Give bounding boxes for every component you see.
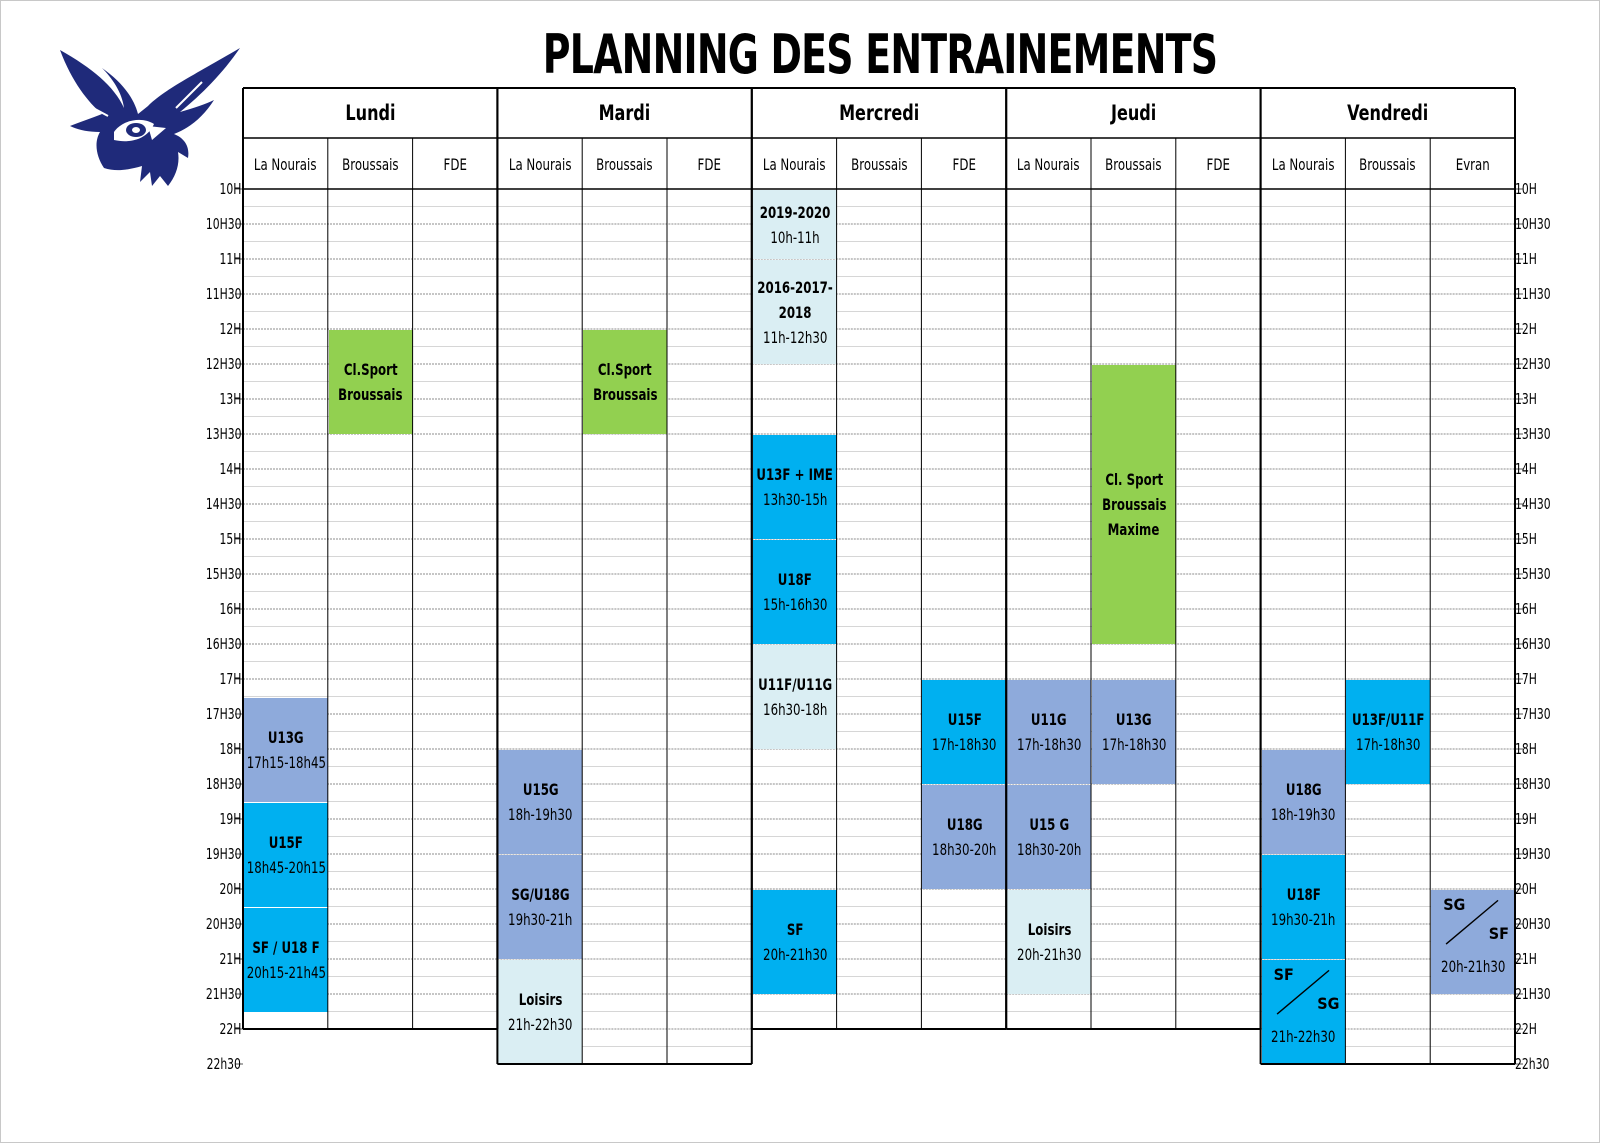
session-title: 2019-2020 <box>759 202 831 222</box>
time-label <box>1515 636 1560 652</box>
session-hours: 13h30-15h <box>762 490 827 509</box>
training-session <box>1007 890 1091 994</box>
training-session <box>498 960 582 1064</box>
time-label <box>1515 321 1542 337</box>
time-label <box>197 356 242 372</box>
time-text: 12H30 <box>205 355 241 373</box>
session-title: 2018 <box>778 302 812 322</box>
time-label <box>1515 1021 1542 1037</box>
training-session <box>753 890 837 994</box>
venue-header <box>582 139 667 190</box>
time-text: 17H <box>1515 670 1537 688</box>
time-text: 12H <box>219 320 241 338</box>
time-label <box>214 811 241 827</box>
session-title: Loisirs <box>518 990 563 1009</box>
time-text: 20H30 <box>1515 915 1551 933</box>
time-text: 15H30 <box>1515 565 1551 583</box>
time-label <box>1515 181 1542 197</box>
venue-label: FDE <box>952 155 976 174</box>
time-label <box>214 741 241 757</box>
time-label <box>214 321 241 337</box>
day-label: Mercredi <box>838 101 920 125</box>
time-text: 21H30 <box>1515 985 1551 1003</box>
time-label <box>1515 216 1560 232</box>
time-label <box>197 776 242 792</box>
session-title: Maxime <box>1108 520 1160 539</box>
time-label <box>1515 1056 1558 1072</box>
session-hours: 17h15-18h45 <box>246 752 326 772</box>
venue-header <box>328 139 413 190</box>
time-label <box>1515 251 1542 267</box>
session-hours: 21h-22h30 <box>508 1015 573 1034</box>
session-title: Cl. Sport <box>1104 470 1163 489</box>
session-title: SF / U18 F <box>252 937 320 957</box>
session-title: U18F <box>777 570 812 589</box>
venue-label: La Nourais <box>1017 155 1080 174</box>
time-text: 10H <box>219 180 241 198</box>
time-text: 17H30 <box>1515 705 1551 723</box>
session-hours: 17h-18h30 <box>932 735 997 754</box>
time-text: 14H <box>1515 460 1537 478</box>
time-label <box>214 881 241 897</box>
time-label <box>197 496 242 512</box>
venue-header <box>667 139 752 190</box>
time-text: 14H30 <box>205 495 241 513</box>
session-title: U13G <box>1116 710 1152 729</box>
session-title: U15F <box>947 710 982 729</box>
session-title: SF <box>786 920 803 939</box>
session-title: U11F/U11G <box>757 675 832 694</box>
time-text: 22h30 <box>206 1055 241 1073</box>
time-text: 13H30 <box>205 425 241 443</box>
time-label <box>1515 356 1560 372</box>
session-hours: 11h-12h30 <box>762 327 827 347</box>
group-first: SF <box>1273 965 1294 984</box>
time-text: 21H30 <box>205 985 241 1003</box>
time-label <box>197 916 242 932</box>
shared-session <box>1431 890 1515 994</box>
time-label <box>214 461 241 477</box>
time-label <box>1515 496 1560 512</box>
venue-label: FDE <box>443 155 467 174</box>
session-hours: 18h45-20h15 <box>246 857 326 877</box>
session-hours: 16h30-18h <box>762 700 827 719</box>
session-hours: 18h30-20h <box>932 840 997 859</box>
venue-label: La Nourais <box>254 155 317 174</box>
venue-label: Broussais <box>1105 155 1162 174</box>
time-text: 13H <box>219 390 241 408</box>
training-session <box>1262 750 1346 854</box>
training-session <box>922 680 1006 784</box>
training-session <box>498 855 582 959</box>
time-text: 15H <box>1515 530 1537 548</box>
group-second: SG <box>1317 994 1340 1014</box>
time-label <box>214 1021 241 1037</box>
time-label <box>198 1056 241 1072</box>
time-text: 11H30 <box>205 285 241 303</box>
venue-label: Broussais <box>342 155 399 174</box>
session-hours: 20h-21h30 <box>1016 945 1082 964</box>
time-label <box>214 251 241 267</box>
time-label <box>1515 601 1542 617</box>
time-text: 19H <box>219 810 241 828</box>
session-title: U13F/U11F <box>1352 710 1425 729</box>
session-title: Cl.Sport <box>343 360 398 379</box>
venue-header <box>752 139 837 190</box>
time-label <box>1515 916 1560 932</box>
training-session <box>244 803 328 907</box>
time-text: 14H30 <box>1515 495 1551 513</box>
session-hours: 17h-18h30 <box>1016 735 1082 754</box>
time-label <box>1515 286 1560 302</box>
session-title: Broussais <box>1101 495 1167 514</box>
training-session <box>753 260 837 364</box>
training-session <box>329 330 413 434</box>
session-title: U18F <box>1286 885 1321 904</box>
session-hours: 18h-19h30 <box>1271 805 1336 824</box>
session-title: U13F + IME <box>756 465 833 484</box>
session-hours: 20h-21h30 <box>1440 957 1506 977</box>
time-label <box>214 601 241 617</box>
time-text: 16H30 <box>1515 635 1551 653</box>
session-title: U15 G <box>1029 815 1069 834</box>
time-text: 10H <box>1515 180 1537 198</box>
session-hours: 18h30-20h <box>1016 840 1082 859</box>
time-label <box>1515 741 1542 757</box>
venue-header <box>1091 139 1176 190</box>
venue-header <box>837 139 922 190</box>
training-session <box>1262 855 1346 959</box>
day-header-1 <box>497 88 751 138</box>
day-label: Vendredi <box>1347 101 1429 125</box>
day-header-4 <box>1261 88 1515 138</box>
time-text: 21H <box>219 950 241 968</box>
time-text: 22h30 <box>1515 1055 1550 1073</box>
session-title: U13G <box>268 727 304 747</box>
venue-header <box>921 139 1006 190</box>
training-session <box>244 908 328 1012</box>
venue-header <box>243 139 328 190</box>
venue-header <box>1345 139 1430 190</box>
session-title: U15F <box>268 832 303 852</box>
training-session <box>498 750 582 854</box>
session-title: Broussais <box>338 385 403 404</box>
time-text: 14H <box>219 460 241 478</box>
time-text: 11H <box>219 250 241 268</box>
time-text: 15H <box>219 530 241 548</box>
venue-header <box>1006 139 1091 190</box>
training-session <box>753 645 837 749</box>
time-label <box>1515 706 1560 722</box>
time-text: 13H30 <box>1515 425 1551 443</box>
shared-session <box>1262 960 1346 1064</box>
training-session <box>1092 365 1176 644</box>
session-title: U11G <box>1031 710 1067 729</box>
training-session <box>753 190 837 259</box>
time-label <box>1515 881 1542 897</box>
session-title: Cl.Sport <box>598 360 652 379</box>
time-label <box>214 671 241 687</box>
time-text: 21H <box>1515 950 1537 968</box>
training-session <box>1007 785 1091 889</box>
session-title: Broussais <box>592 385 658 404</box>
session-hours: 15h-16h30 <box>762 595 827 614</box>
venue-label: La Nourais <box>762 155 826 174</box>
training-session <box>922 785 1006 889</box>
time-label <box>1515 391 1542 407</box>
time-text: 17H30 <box>205 705 241 723</box>
session-hours: 19h30-21h <box>1271 910 1336 929</box>
time-text: 22H <box>1515 1020 1537 1038</box>
time-text: 10H30 <box>205 215 241 233</box>
session-title: 2016-2017- <box>756 277 833 297</box>
venue-label: La Nourais <box>508 155 572 174</box>
day-header-3 <box>1006 88 1260 138</box>
time-label <box>1515 986 1560 1002</box>
time-label <box>197 286 242 302</box>
session-hours: 20h15-21h45 <box>246 962 326 982</box>
session-hours: 21h-22h30 <box>1271 1027 1336 1047</box>
venue-label: La Nourais <box>1271 155 1335 174</box>
time-text: 19H30 <box>205 845 241 863</box>
time-label <box>214 531 241 547</box>
time-text: 11H30 <box>1515 285 1551 303</box>
time-label <box>1515 671 1542 687</box>
time-label <box>197 636 242 652</box>
session-title: U18G <box>1285 780 1322 799</box>
time-text: 17H <box>219 670 241 688</box>
session-hours: 18h-19h30 <box>508 805 573 824</box>
venue-header <box>497 139 582 190</box>
time-label <box>1515 461 1542 477</box>
session-title: SG/U18G <box>511 885 570 904</box>
time-label <box>1515 951 1542 967</box>
time-text: 18H <box>1515 740 1537 758</box>
time-label <box>197 846 242 862</box>
time-text: 20H <box>1515 880 1537 898</box>
training-session <box>1346 680 1430 784</box>
time-label <box>1515 811 1542 827</box>
day-label: Lundi <box>345 101 396 125</box>
time-text: 18H30 <box>205 775 241 793</box>
time-label <box>214 391 241 407</box>
venue-label: Broussais <box>850 155 908 174</box>
time-text: 18H30 <box>1515 775 1551 793</box>
time-text: 16H <box>219 600 241 618</box>
day-header-0 <box>243 88 497 138</box>
time-text: 16H <box>1515 600 1537 618</box>
training-session <box>1007 680 1091 784</box>
time-label <box>1515 426 1560 442</box>
group-second: SF <box>1488 924 1509 944</box>
venue-header <box>1176 139 1261 190</box>
time-label <box>1515 531 1542 547</box>
time-label <box>214 951 241 967</box>
time-text: 19H30 <box>1515 845 1551 863</box>
training-session <box>244 698 328 802</box>
time-text: 13H <box>1515 390 1537 408</box>
training-session <box>753 540 837 644</box>
session-hours: 17h-18h30 <box>1356 735 1421 754</box>
time-label <box>197 566 242 582</box>
time-text: 18H <box>219 740 241 758</box>
session-title: U15G <box>522 780 559 799</box>
time-text: 12H <box>1515 320 1537 338</box>
day-label: Jeudi <box>1110 101 1157 125</box>
time-text: 11H <box>1515 250 1537 268</box>
venue-label: Evran <box>1455 155 1490 174</box>
venue-label: FDE <box>697 155 722 174</box>
venue-label: Broussais <box>1359 155 1416 174</box>
time-text: 22H <box>219 1020 241 1038</box>
time-label <box>197 706 242 722</box>
venue-header <box>413 139 498 190</box>
session-title: U18G <box>946 815 983 834</box>
training-session <box>753 435 837 539</box>
session-hours: 20h-21h30 <box>762 945 827 964</box>
day-header-2 <box>752 88 1006 138</box>
time-text: 12H30 <box>1515 355 1551 373</box>
time-text: 15H30 <box>205 565 241 583</box>
time-label <box>1515 566 1560 582</box>
time-label <box>197 426 242 442</box>
time-text: 20H30 <box>205 915 241 933</box>
day-label: Mardi <box>598 101 651 125</box>
session-hours: 10h-11h <box>770 227 820 247</box>
time-text: 19H <box>1515 810 1537 828</box>
time-text: 16H30 <box>205 635 241 653</box>
eagle-logo <box>52 42 252 192</box>
time-label <box>1515 846 1560 862</box>
time-text: 20H <box>219 880 241 898</box>
session-title: Loisirs <box>1027 920 1071 939</box>
page-title: PLANNING DES ENTRAINEMENTS <box>542 23 1218 86</box>
session-hours: 17h-18h30 <box>1101 735 1167 754</box>
time-label <box>1515 776 1560 792</box>
time-label <box>197 216 242 232</box>
session-hours: 19h30-21h <box>508 910 573 929</box>
venue-header <box>1430 139 1515 190</box>
training-session <box>1092 680 1176 784</box>
group-first: SG <box>1443 895 1466 914</box>
venue-label: FDE <box>1206 155 1230 174</box>
venue-header <box>1261 139 1346 190</box>
venue-label: Broussais <box>596 155 653 174</box>
time-label <box>197 986 242 1002</box>
time-label <box>214 181 241 197</box>
time-text: 10H30 <box>1515 215 1551 233</box>
training-session <box>583 330 667 434</box>
